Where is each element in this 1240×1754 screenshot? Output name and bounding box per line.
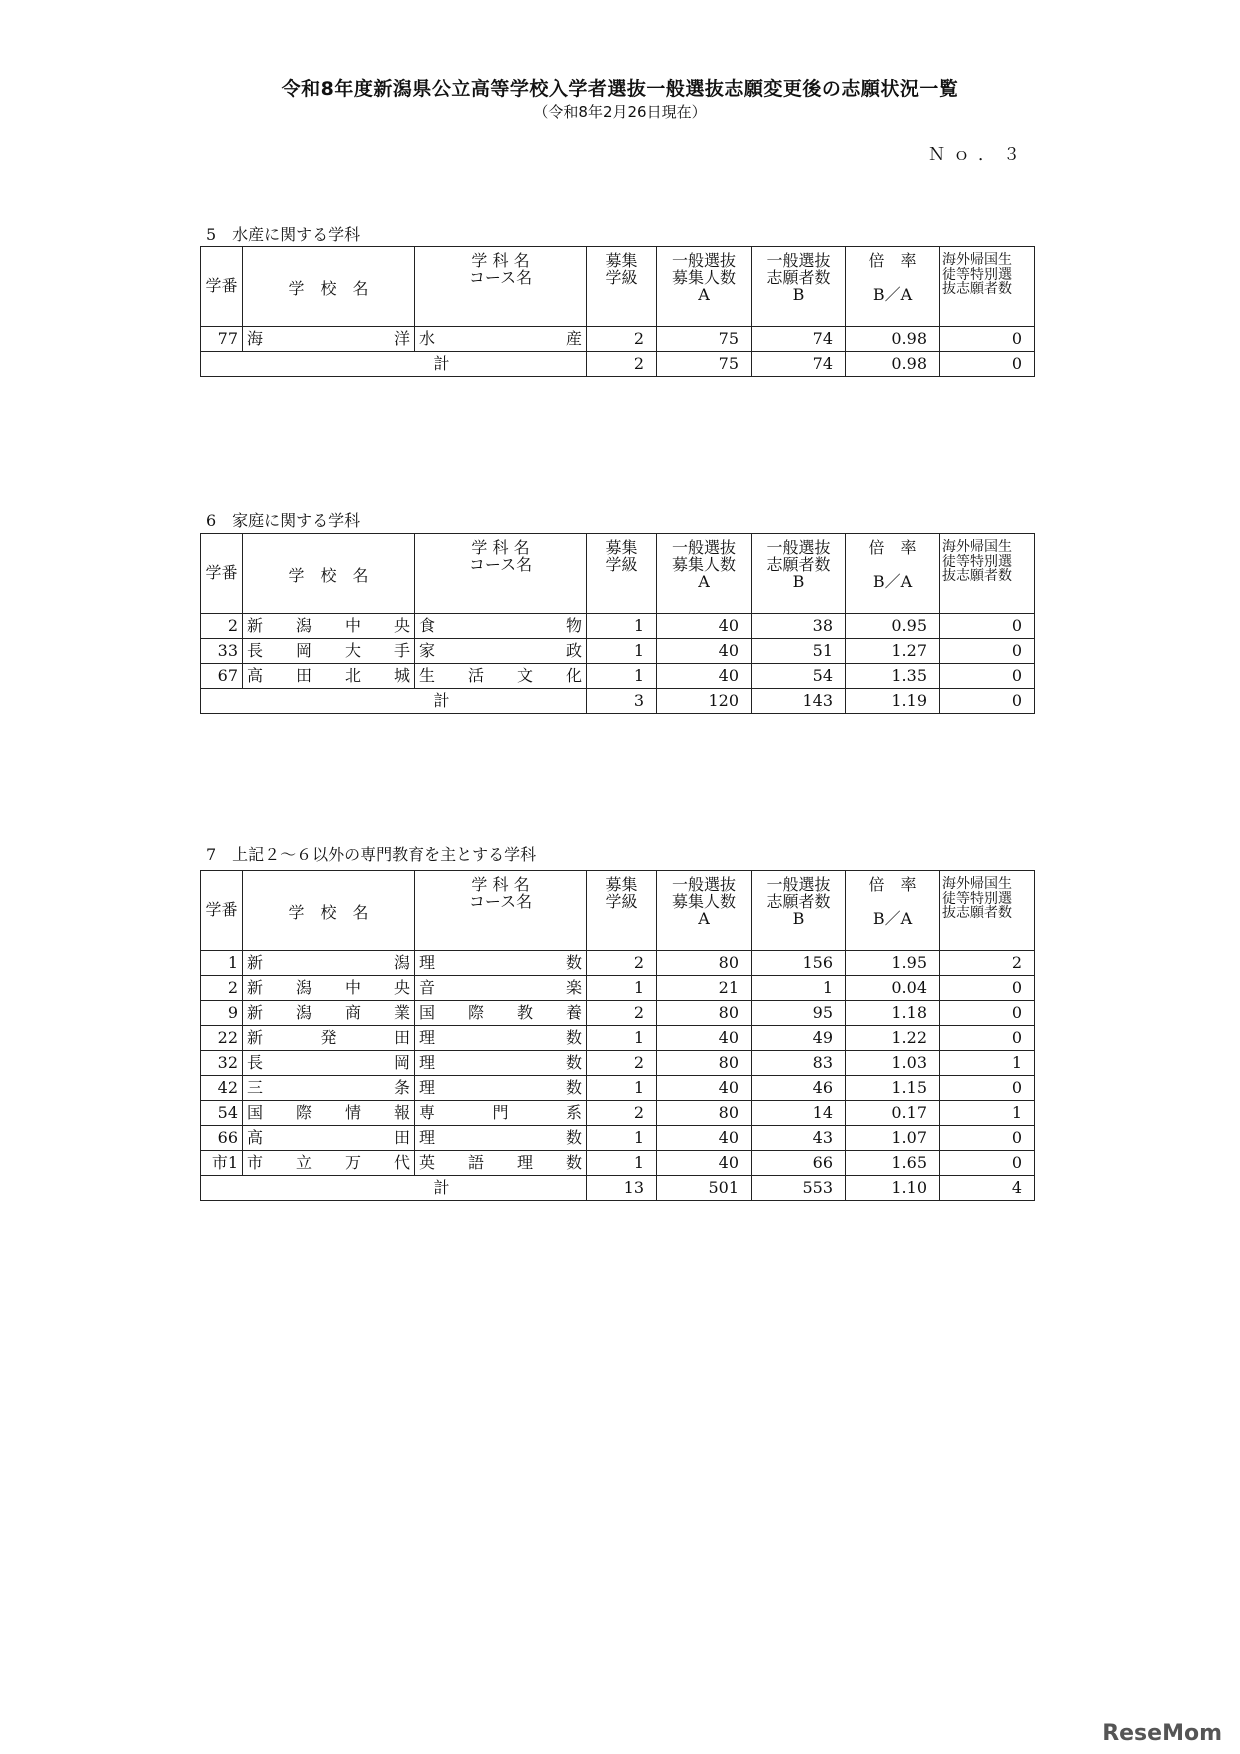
applicants: 66 [752,1151,846,1176]
header-returnees: 海外帰国生 徒等特別選 抜志願者数 [940,534,1035,614]
total-ratio: 1.10 [846,1176,940,1201]
table-row [201,614,1035,639]
school-name: 新潟商業 [243,1001,415,1026]
school-number: 22 [201,1026,243,1051]
applicants: 83 [752,1051,846,1076]
school-name: 市立万代 [243,1151,415,1176]
school-name: 長岡大手 [243,639,415,664]
quota: 40 [657,614,752,639]
table-row [201,976,1035,1001]
returnees: 0 [940,664,1035,689]
school-number: 市1 [201,1151,243,1176]
returnees: 0 [940,639,1035,664]
total-quota: 501 [657,1176,752,1201]
header-no: 学番 [201,247,243,327]
school-name: 新潟 [243,951,415,976]
document-title: 令和8年度新潟県公立高等学校入学者選抜一般選抜志願変更後の志願状況一覧 [281,78,959,100]
table-row [201,639,1035,664]
returnees: 0 [940,1026,1035,1051]
header-applicants: 一般選抜 志願者数 B [752,247,846,327]
classes: 2 [587,951,657,976]
course-name: 国際教養 [415,1001,587,1026]
applicants: 95 [752,1001,846,1026]
classes: 2 [587,1051,657,1076]
header-ratio: 倍 率 B／A [846,534,940,614]
classes: 1 [587,976,657,1001]
total-applicants: 553 [752,1176,846,1201]
course-name: 理数 [415,1051,587,1076]
total-classes: 2 [587,352,657,377]
course-name: 食物 [415,614,587,639]
page-number: Ｎｏ．３ [928,145,1028,165]
table-row [201,951,1035,976]
course-name: 家政 [415,639,587,664]
header-quota: 一般選抜 募集人数 A [657,871,752,951]
section-title: 5 水産に関する学科 [206,225,361,244]
ratio: 1.22 [846,1026,940,1051]
classes: 1 [587,639,657,664]
header-course: 学 科 名 コース名 [415,247,587,327]
classes: 1 [587,1126,657,1151]
returnees: 0 [940,1001,1035,1026]
applicants: 156 [752,951,846,976]
header-school: 学 校 名 [243,534,415,614]
school-name: 新潟中央 [243,976,415,1001]
course-name: 専門系 [415,1101,587,1126]
header-classes: 募集 学級 [587,534,657,614]
course-name: 理数 [415,951,587,976]
table-row [201,1076,1035,1101]
school-name: 新発田 [243,1026,415,1051]
school-number: 9 [201,1001,243,1026]
total-ratio: 1.19 [846,689,940,714]
school-number: 1 [201,951,243,976]
table-row [201,327,1035,352]
total-label: 計 [201,1176,587,1201]
course-name: 英語理数 [415,1151,587,1176]
total-quota: 75 [657,352,752,377]
header-course: 学 科 名 コース名 [415,534,587,614]
ratio: 0.95 [846,614,940,639]
classes: 1 [587,664,657,689]
course-name: 理数 [415,1126,587,1151]
table-row [201,1051,1035,1076]
quota: 40 [657,1076,752,1101]
quota: 40 [657,664,752,689]
applicants: 49 [752,1026,846,1051]
table-row [201,1151,1035,1176]
applicants: 54 [752,664,846,689]
returnees: 2 [940,951,1035,976]
quota: 80 [657,951,752,976]
returnees: 0 [940,1076,1035,1101]
quota: 40 [657,639,752,664]
total-returnees: 0 [940,689,1035,714]
header-row [201,247,1035,327]
quota: 40 [657,1151,752,1176]
applicants: 14 [752,1101,846,1126]
course-name: 生活文化 [415,664,587,689]
total-label: 計 [201,352,587,377]
document-date: （令和8年2月26日現在） [533,103,707,121]
ratio: 1.18 [846,1001,940,1026]
school-number: 32 [201,1051,243,1076]
applicants: 43 [752,1126,846,1151]
school-number: 42 [201,1076,243,1101]
resemom-logo: ReseMom [1102,1721,1222,1746]
classes: 1 [587,1076,657,1101]
total-returnees: 0 [940,352,1035,377]
classes: 2 [587,327,657,352]
ratio: 1.95 [846,951,940,976]
table-row [201,1126,1035,1151]
total-row [201,352,1035,377]
section-table-7 [200,870,1035,1201]
school-name: 海洋 [243,327,415,352]
classes: 1 [587,614,657,639]
classes: 1 [587,1151,657,1176]
ratio: 1.65 [846,1151,940,1176]
header-school: 学 校 名 [243,871,415,951]
quota: 80 [657,1101,752,1126]
quota: 75 [657,327,752,352]
header-classes: 募集 学級 [587,247,657,327]
table-row [201,664,1035,689]
returnees: 0 [940,976,1035,1001]
course-name: 理数 [415,1076,587,1101]
header-quota: 一般選抜 募集人数 A [657,247,752,327]
ratio: 1.07 [846,1126,940,1151]
header-no: 学番 [201,871,243,951]
header-returnees: 海外帰国生 徒等特別選 抜志願者数 [940,247,1035,327]
school-name: 新潟中央 [243,614,415,639]
header-applicants: 一般選抜 志願者数 B [752,871,846,951]
quota: 21 [657,976,752,1001]
header-ratio: 倍 率 B／A [846,247,940,327]
total-label: 計 [201,689,587,714]
school-number: 67 [201,664,243,689]
header-applicants: 一般選抜 志願者数 B [752,534,846,614]
ratio: 1.15 [846,1076,940,1101]
header-row [201,534,1035,614]
section-title: 6 家庭に関する学科 [206,511,361,530]
ratio: 0.17 [846,1101,940,1126]
quota: 40 [657,1126,752,1151]
school-number: 66 [201,1126,243,1151]
header-school: 学 校 名 [243,247,415,327]
course-name: 理数 [415,1026,587,1051]
school-name: 高田 [243,1126,415,1151]
section-table-6 [200,533,1035,714]
table-row [201,1101,1035,1126]
ratio: 1.03 [846,1051,940,1076]
ratio: 1.27 [846,639,940,664]
ratio: 0.04 [846,976,940,1001]
ratio: 0.98 [846,327,940,352]
applicants: 74 [752,327,846,352]
returnees: 0 [940,327,1035,352]
quota: 80 [657,1051,752,1076]
classes: 1 [587,1026,657,1051]
header-returnees: 海外帰国生 徒等特別選 抜志願者数 [940,871,1035,951]
table-row [201,1026,1035,1051]
school-name: 長岡 [243,1051,415,1076]
total-classes: 3 [587,689,657,714]
returnees: 1 [940,1101,1035,1126]
school-name: 三条 [243,1076,415,1101]
header-no: 学番 [201,534,243,614]
total-classes: 13 [587,1176,657,1201]
total-row [201,689,1035,714]
ratio: 1.35 [846,664,940,689]
school-number: 33 [201,639,243,664]
returnees: 1 [940,1051,1035,1076]
total-row [201,1176,1035,1201]
school-number: 77 [201,327,243,352]
header-quota: 一般選抜 募集人数 A [657,534,752,614]
course-name: 音楽 [415,976,587,1001]
applicants: 38 [752,614,846,639]
quota: 80 [657,1001,752,1026]
total-applicants: 74 [752,352,846,377]
returnees: 0 [940,1126,1035,1151]
header-row [201,871,1035,951]
classes: 2 [587,1001,657,1026]
school-name: 国際情報 [243,1101,415,1126]
returnees: 0 [940,1151,1035,1176]
total-ratio: 0.98 [846,352,940,377]
total-returnees: 4 [940,1176,1035,1201]
school-number: 2 [201,614,243,639]
header-classes: 募集 学級 [587,871,657,951]
section-title: 7 上記２～６以外の専門教育を主とする学科 [206,845,537,864]
school-number: 54 [201,1101,243,1126]
section-table-5 [200,246,1035,377]
returnees: 0 [940,614,1035,639]
course-name: 水産 [415,327,587,352]
school-name: 高田北城 [243,664,415,689]
applicants: 46 [752,1076,846,1101]
total-applicants: 143 [752,689,846,714]
school-number: 2 [201,976,243,1001]
classes: 2 [587,1101,657,1126]
applicants: 1 [752,976,846,1001]
header-ratio: 倍 率 B／A [846,871,940,951]
table-row [201,1001,1035,1026]
quota: 40 [657,1026,752,1051]
applicants: 51 [752,639,846,664]
header-course: 学 科 名 コース名 [415,871,587,951]
total-quota: 120 [657,689,752,714]
